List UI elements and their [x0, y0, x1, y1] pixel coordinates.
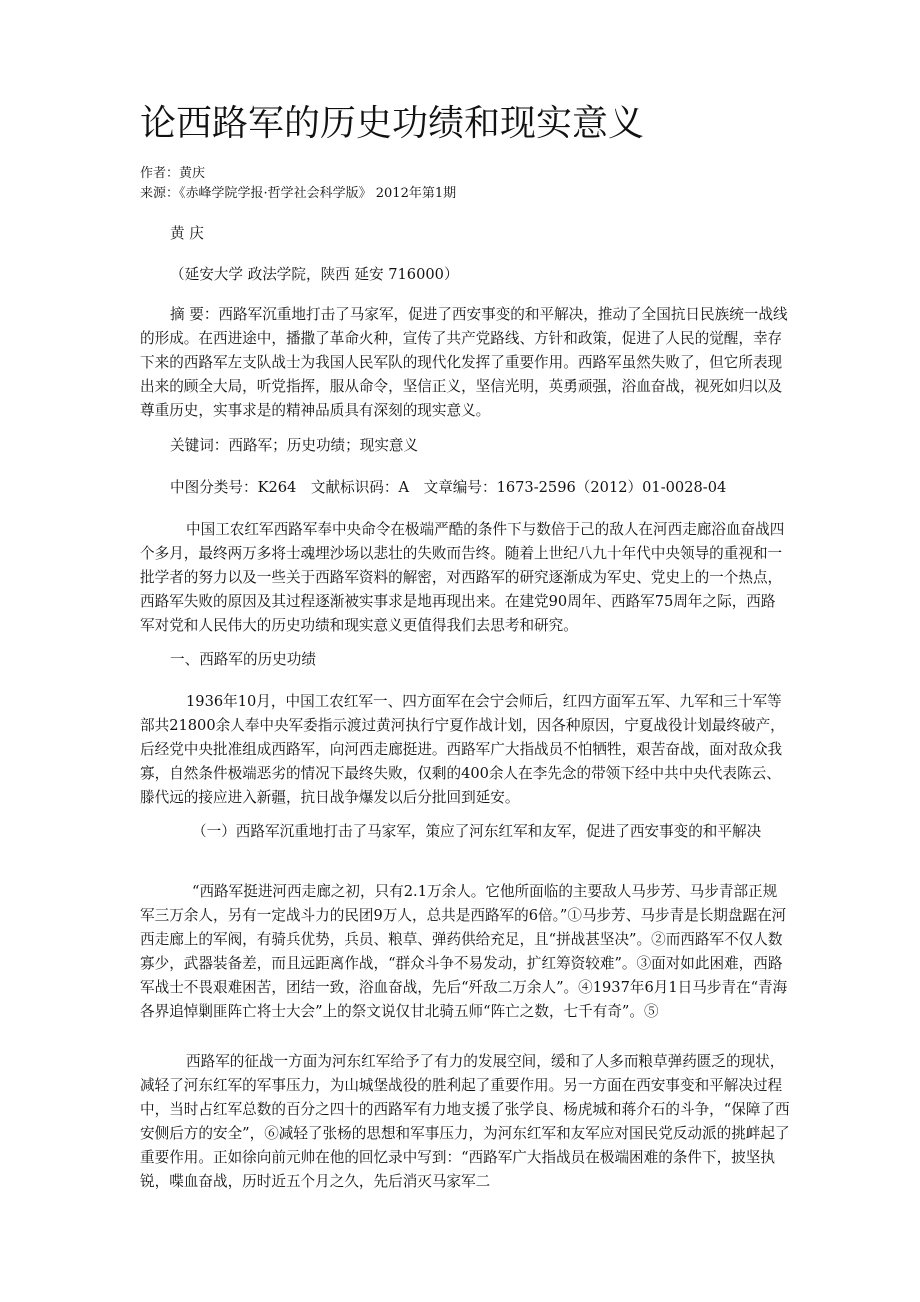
subsection-heading: （一）西路军沉重地打击了马家军，策应了河东红军和友军，促进了西安事变的和平解决: [192, 823, 762, 840]
author-name: 黄 庆: [170, 225, 204, 242]
body-paragraph: 西路军的征战一方面为河东红军给予了有力的发展空间，缓和了人多而粮草弹药匮乏的现状，减轻了河东红军的军事压力，为山城堡战役的胜利起了重要作用。另一方面在西安事变和平解决过程中，当时占红军总数的百分之四十的西路军有力地支援了张学良、杨虎城和蒋介石的斗争，“保障了西安侧后方的安全”，⑥减轻了张杨的思想和军事压力，为河东红军和友军应对国民党反动派的挑衅起了重要作用。正如徐向前元帅在他的回忆录中写到：“西路军广大指战员在极端困难的条件下，披坚执锐，喋血奋战，历时近五个月之久，先后消灭马家军二: [140, 1053, 790, 1190]
intro-paragraph: 中国工农红军西路军奉中央命令在极端严酷的条件下与数倍于己的敌人在河西走廊浴血奋战四个多月，最终两万多将士魂埋沙场以悲壮的失败而告终。随着上世纪八九十年代中央领导的重视和一批学者的努力以及一些关于西路军资料的解密，对西路军的研究逐渐成为军史、党史上的一个热点，西路军失败的原因及其过程逐渐被实事求是地再现出来。在建党90周年、西路军75周年之际，西路军对党和人民伟大的历史功绩和现实意义更值得我们去思考和研究。: [140, 521, 785, 634]
author-line: 作者：黄庆: [140, 166, 206, 181]
quote-paragraph: “西路军挺进河西走廊之初，只有2.1万余人。它他所面临的主要敌人马步芳、马步青部正规军三万余人，另有一定战斗力的民团9万人，总共是西路军的6倍。”①马步芳、马步青是长期盘踞在河西走廊上的军阀，有骑兵优势，兵员、粮草、弹药供给充足，且“拼战甚坚决”。②而西路军不仅人数寡少，武器装备差，而且远距离作战，“群众斗争不易发动，扩红筹资较难”。③面对如此困难，西路军战士不畏艰难困苦，团结一致，浴血奋战，先后“歼敌二万余人”。④1937年6月1日马步青在“青海各界追悼剿匪阵亡将士大会”上的祭文说仅甘北骑五师“阵亡之数，七千有奇”。⑤: [140, 883, 788, 1020]
classification: 中图分类号：K264 文献标识码：A 文章编号：1673-2596（2012）01-0028-04: [170, 479, 727, 496]
keywords: 关键词：西路军；历史功绩；现实意义: [170, 437, 419, 454]
source-line: 来源：《赤峰学院学报·哲学社会科学版》 2012年第1期: [140, 186, 457, 201]
section-paragraph: 1936年10月，中国工农红军一、四方面军在会宁会师后，红四方面军五军、九军和三十军等部共21800余人奉中央军委指示渡过黄河执行宁夏作战计划，因各种原因，宁夏战役计划最终破产，后经党中央批准组成西路军，向河西走廊挺进。西路军广大指战员不怕牺牲，艰苦奋战，面对敌众我寡，自然条件极端恶劣的情况下最终失败，仅剩的400余人在李先念的带领下经中共中央代表陈云、滕代远的接应进入新疆，抗日战争爆发以后分批回到延安。: [140, 693, 785, 806]
article-title: 论西路军的历史功绩和现实意义: [140, 103, 645, 144]
abstract: 摘 要：西路军沉重地打击了马家军，促进了西安事变的和平解决，推动了全国抗日民族统一战线的形成。在西进途中，播撒了革命火种，宣传了共产党路线、方针和政策，促进了人民的觉醒，幸存下来的西路军左支队战士为我国人民军队的现代化发挥了重要作用。西路军虽然失败了，但它所表现出来的顾全大局，听党指挥，服从命令，坚信正义，坚信光明，英勇顽强，浴血奋战，视死如归以及尊重历史，实事求是的精神品质具有深刻的现实意义。: [140, 306, 788, 419]
affiliation: （延安大学 政法学院，陕西 延安 716000）: [170, 266, 459, 283]
section-heading: 一、西路军的历史功绩: [170, 651, 316, 668]
